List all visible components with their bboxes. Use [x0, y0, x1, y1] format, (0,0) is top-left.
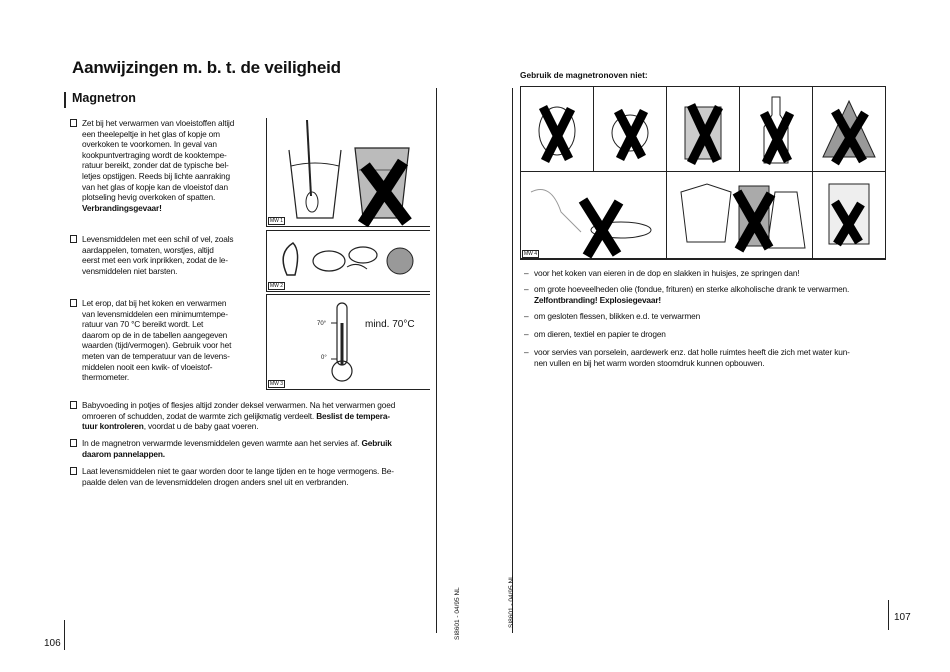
paragraph-3 [82, 298, 262, 383]
bullet-item: – om gesloten flessen, blikken e.d. te verwarmen [534, 311, 884, 322]
para-line: overkoken te voorkomen. In geval van [82, 139, 217, 150]
para-line: Levensmiddelen met een schil of vel, zoals [82, 234, 234, 244]
para-line: van levensmiddelen een minimumtempe- [82, 308, 228, 319]
para-line: van het glas of kopje kan de vloeistof dan [82, 181, 228, 192]
bullet-box [70, 299, 77, 307]
para-line: Babyvoeding in potjes of flesjes altijd zonder deksel verwarmen. Na het verwarmen goed [82, 400, 396, 410]
paragraph-5 [82, 438, 432, 459]
column-divider-right [512, 88, 513, 633]
page-title: Aanwijzingen m. b. t. de veiligheid [72, 58, 341, 77]
bullet-box [70, 235, 77, 243]
grid-cell-egg [521, 87, 594, 172]
bullet-text: voor servies van porselein, aardewerk enz. dat holle ruimtes heeft die zich met water kun- [534, 347, 850, 357]
para-line: tuur kontroleren, voordat u de baby gaat voeren. [82, 421, 259, 432]
para-line: ratuur bereikt, zonder dat de typische bel- [82, 160, 229, 171]
para-line: paalde delen van de levensmiddelen drogen anders snel uit en verbranden. [82, 476, 349, 487]
page-number-bar [888, 600, 889, 630]
para-line: daarom pannelappen. [82, 448, 165, 459]
page-number-left: 106 [44, 638, 61, 649]
thermo-min-label: mind. 70°C [365, 319, 415, 330]
figure-tag: MW 2 [270, 283, 284, 289]
bullet-box [70, 439, 77, 447]
paragraph-6 [82, 466, 432, 487]
forbidden-items-figure [520, 86, 886, 260]
para-line: waarden (tijd/vermogen). Gebruik voor het [82, 340, 232, 351]
para-line: middelen nooit een kwik- of vloeistof- [82, 361, 213, 372]
bullet-text: om dieren, textiel en papier te drogen [534, 329, 666, 339]
page-number-right: 107 [894, 612, 911, 623]
paragraph-1 [82, 118, 262, 213]
warning-text: Zelfontbranding! Explosiegevaar! [534, 294, 662, 305]
para-line: een theelepeltje in het glas of kopje om [82, 128, 220, 139]
para-line: omroeren of schudden, zodat de warmte zich gelijkmatig verdeelt. Beslist de tempera- [82, 410, 390, 421]
bullet-item: – om grote hoeveelheden olie (fondue, frituren) en sterke alkoholische drank te verwarmen. Zelfontbranding! Explosiegevaar! [534, 284, 889, 305]
bullet-box [70, 119, 77, 127]
figure-tag: MW 4 [524, 251, 538, 257]
warning-heading: Gebruik de magnetronoven niet: [520, 70, 648, 80]
grid-cell-paper [813, 172, 885, 259]
para-line: meten van de temperatuur van de levens- [82, 350, 230, 361]
para-line: vensmiddelen niet barsten. [82, 265, 178, 276]
para-line: In de magnetron verwarmde levensmiddelen geven warmte aan het servies af. Gebruik [82, 438, 392, 448]
para-line: thermometer. [82, 372, 130, 383]
bullet-item: – voor servies van porselein, aardewerk enz. dat holle ruimtes heeft die zich met water kun- nen vullen en bij het warm worden stoomdruk kunnen opbouwen. [534, 347, 889, 368]
grid-cell-bottle [740, 87, 813, 172]
section-bar [64, 92, 66, 108]
thermo-top-label: 70° [317, 321, 327, 327]
bullet-text: voor het koken van eieren in de dop en slakken in huisjes, ze springen dan! [534, 268, 800, 278]
grid-cell-animals [521, 172, 667, 259]
para-line: daarom op de in de tabellen aangegeven [82, 329, 228, 340]
para-line: eerst met een vork inprikken, zodat de le- [82, 255, 228, 266]
figure-tag: MW 3 [270, 381, 284, 387]
grid-cell-fire [813, 87, 885, 172]
glass-illustration [267, 118, 430, 226]
para-line: Laat levensmiddelen niet te gaar worden door te lange tijden en te hoge vermogens. Be- [82, 466, 394, 476]
figure-food [266, 230, 430, 292]
food-illustration [267, 231, 430, 291]
figure-thermometer [266, 294, 430, 390]
page-number-bar [64, 620, 65, 650]
figure-glasses [266, 118, 430, 227]
bullet-item: – om dieren, textiel en papier te drogen [534, 329, 884, 340]
para-line: ratuur van 70 °C bereikt wordt. Let [82, 319, 204, 330]
grid-cell-textile [667, 172, 813, 259]
bullet-text: om grote hoeveelheden olie (fondue, frituren) en sterke alkoholische drank te verwarmen. [534, 284, 850, 294]
para-line: plotseling hevig overkoken of spatten. [82, 192, 216, 203]
thermo-bottom-label: 0° [321, 355, 327, 361]
document-code-left: SI8601 - 04/95 NL [454, 587, 461, 640]
bullet-box [70, 467, 77, 475]
grid-cell-snail [594, 87, 667, 172]
bullet-box [70, 401, 77, 409]
paragraph-2 [82, 234, 262, 276]
thermometer-icon [267, 295, 430, 389]
para-line: aardappelen, tomaten, worstjes, altijd [82, 244, 214, 255]
para-line: Let erop, dat bij het koken en verwarmen [82, 298, 227, 308]
section-subtitle: Magnetron [72, 91, 136, 105]
figure-tag: MW 1 [270, 218, 284, 224]
para-line: letjes opstijgen. Reeds bij lichte aanraking [82, 170, 230, 181]
document-code-right: SI8601 - 04/95 NL [508, 575, 515, 628]
bullet-text: nen vullen en bij het warm worden stoomdruk kunnen opbouwen. [534, 357, 765, 368]
column-divider-left [436, 88, 437, 633]
bullet-item: – voor het koken van eieren in de dop en slakken in huisjes, ze springen dan! [534, 268, 884, 279]
para-line: kookpuntvertraging wordt de kooktempe- [82, 149, 227, 160]
warning-text: Verbrandingsgevaar! [82, 202, 162, 213]
grid-cell-can [667, 87, 740, 172]
bullet-text: om gesloten flessen, blikken e.d. te verwarmen [534, 311, 701, 321]
paragraph-4 [82, 400, 432, 432]
para-line: Zet bij het verwarmen van vloeistoffen altijd [82, 118, 235, 128]
